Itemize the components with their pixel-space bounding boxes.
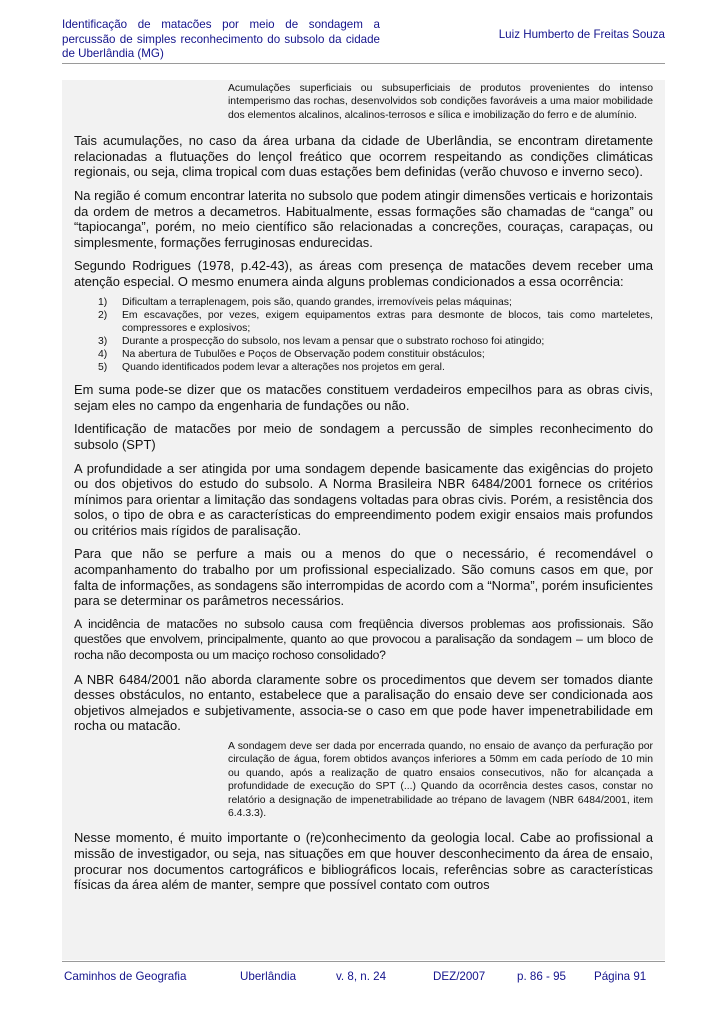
list-item (98, 335, 653, 348)
problems-list (74, 296, 653, 375)
footer-divider (62, 961, 665, 962)
list-text: Em escavações, por vezes, exigem equipamentos extras para desmonte de blocos, tais como marteletes, compressores e explosivos; (122, 309, 653, 334)
list-number: 2) (98, 309, 108, 321)
page-header (62, 18, 665, 64)
list-number: 1) (98, 296, 108, 308)
list-item (98, 348, 653, 361)
paragraph-7: A incidência de matacões no subsolo causa com freqüência diversos problemas aos profissionais. São questões que envolvem, principalmente, quanto ao que provocou a paralisação da sondagem – um bloco de rocha não decomposta ou um maciço rochoso consolidado? (74, 616, 653, 663)
list-number: 4) (98, 348, 108, 360)
footer-city: Uberlândia (240, 970, 297, 983)
footer-pages: p. 86 - 95 (517, 970, 566, 983)
paragraph-8: A NBR 6484/2001 não aborda claramente sobre os procedimentos que devem ser tomados diante desses obstáculos, no entanto, estabelece que a paralisação do ensaio deve ser condicionada aos objetivos almejados e subjetivamente, associa-se o caso em que pode haver impenetrabilidade em rocha ou matacão. (74, 671, 653, 734)
list-number: 3) (98, 335, 108, 347)
footer-date: DEZ/2007 (433, 970, 486, 983)
list-item (98, 361, 653, 374)
list-text: Durante a prospecção do subsolo, nos levam a pensar que o substrato rochoso foi atingido; (122, 335, 545, 347)
footer-page-number: Página 91 (594, 970, 647, 983)
list-text: Na abertura de Tubulões e Poços de Observação podem constituir obstáculos; (122, 348, 485, 360)
block-quote-2: A sondagem deve ser dada por encerrada quando, no ensaio de avanço da perfuração por circulação de água, forem obtidos avanços inferiores a 50mm em cada período de 10 min ou quando, após a realização de quatro ensaios consecutivos, não for alcançada a profundidade de execução do SPT (...) Quando da ocorrência destes casos, constar no relatório a designação de impenetrabilidade ao trépano de lavagem (NBR 6484/2001, item 6.4.3.3). (228, 741, 653, 820)
footer-volume: v. 8, n. 24 (336, 970, 387, 983)
block-quote-1: Acumulações superficiais ou subsuperficiais de produtos provenientes do intenso intemperismo das rochas, desenvolvidos sob condições favoráveis a uma maior mobilidade dos elementos alcalinos, alcalinos-terrosos e sílica e imobilização do ferro e de alumínio. (228, 83, 653, 121)
paragraph-9: Nesse momento, é muito importante o (re)conhecimento da geologia local. Cabe ao profissional a missão de investigador, ou seja, nas situações em que houver desconhecimento da área de ensaio, procurar nos documentos cartográficos e bibliográficos locais, referências sobre as características físicas da área além de manter, sempre que possível contato com outros (74, 830, 653, 893)
header-divider (62, 63, 665, 64)
list-item (98, 309, 653, 335)
paragraph-3: Segundo Rodrigues (1978, p.42-43), as áreas com presença de matacões devem receber uma atenção especial. O mesmo enumera ainda alguns problemas condicionados a essa ocorrência: (74, 258, 653, 289)
article-body (62, 80, 665, 960)
paragraph-5: A profundidade a ser atingida por uma sondagem depende basicamente das exigências do projeto ou dos objetivos do estudo do subsolo. A Norma Brasileira NBR 6484/2001 fornece os critérios mínimos para orientar a limitação das sondagens voltadas para obras civis. Porém, a resistência dos solos, o tipo de obra e as características do empreendimento podem exigir ensaios mais profundos ou critérios mais rígidos de paralisação. (74, 460, 653, 538)
paragraph-6: Para que não se perfure a mais ou a menos do que o necessário, é recomendável o acompanhamento do trabalho por um profissional especializado. São comuns casos em que, por falta de informações, as sondagens são interrompidas de acordo com a “Norma”, porém insuficientes para se determinar os parâmetros necessários. (74, 546, 653, 609)
section-heading: Identificação de matacões por meio de sondagem a percussão de simples reconhecimento do subsolo (SPT) (74, 421, 653, 452)
header-author: Luiz Humberto de Freitas Souza (498, 28, 665, 41)
footer-journal: Caminhos de Geografia (64, 970, 187, 983)
list-number: 5) (98, 362, 108, 374)
paragraph-4: Em suma pode-se dizer que os matacões constituem verdadeiros empecilhos para as obras civis, sejam eles no campo da engenharia de fundações ou não. (74, 382, 653, 413)
list-item (98, 296, 653, 309)
paragraph-2: Na região é comum encontrar laterita no subsolo que podem atingir dimensões verticais e horizontais da ordem de metros a decametros. Habitualmente, essas formações são chamadas de “canga” ou “tapiocanga”, porém, no meio científico são relacionadas a concreções, couraças, carapaças, ou simplesmente, formações ferruginosas endurecidas. (74, 188, 653, 250)
list-text: Dificultam a terraplenagem, pois são, quando grandes, irremovíveis pelas máquinas; (122, 296, 512, 308)
list-text: Quando identificados podem levar a alterações nos projetos em geral. (122, 362, 445, 374)
header-title: Identificação de matacões por meio de sondagem a percussão de simples reconhecimento do subsolo da cidade de Uberlândia (MG) (62, 18, 380, 60)
paragraph-1: Tais acumulações, no caso da área urbana da cidade de Uberlândia, se encontram diretamente relacionadas a flutuações do lençol freático que ocorrem respeitando as condições climáticas regionais, ou seja, clima tropical com duas estações bem definidas (verão chuvoso e inverno seco). (74, 133, 653, 180)
